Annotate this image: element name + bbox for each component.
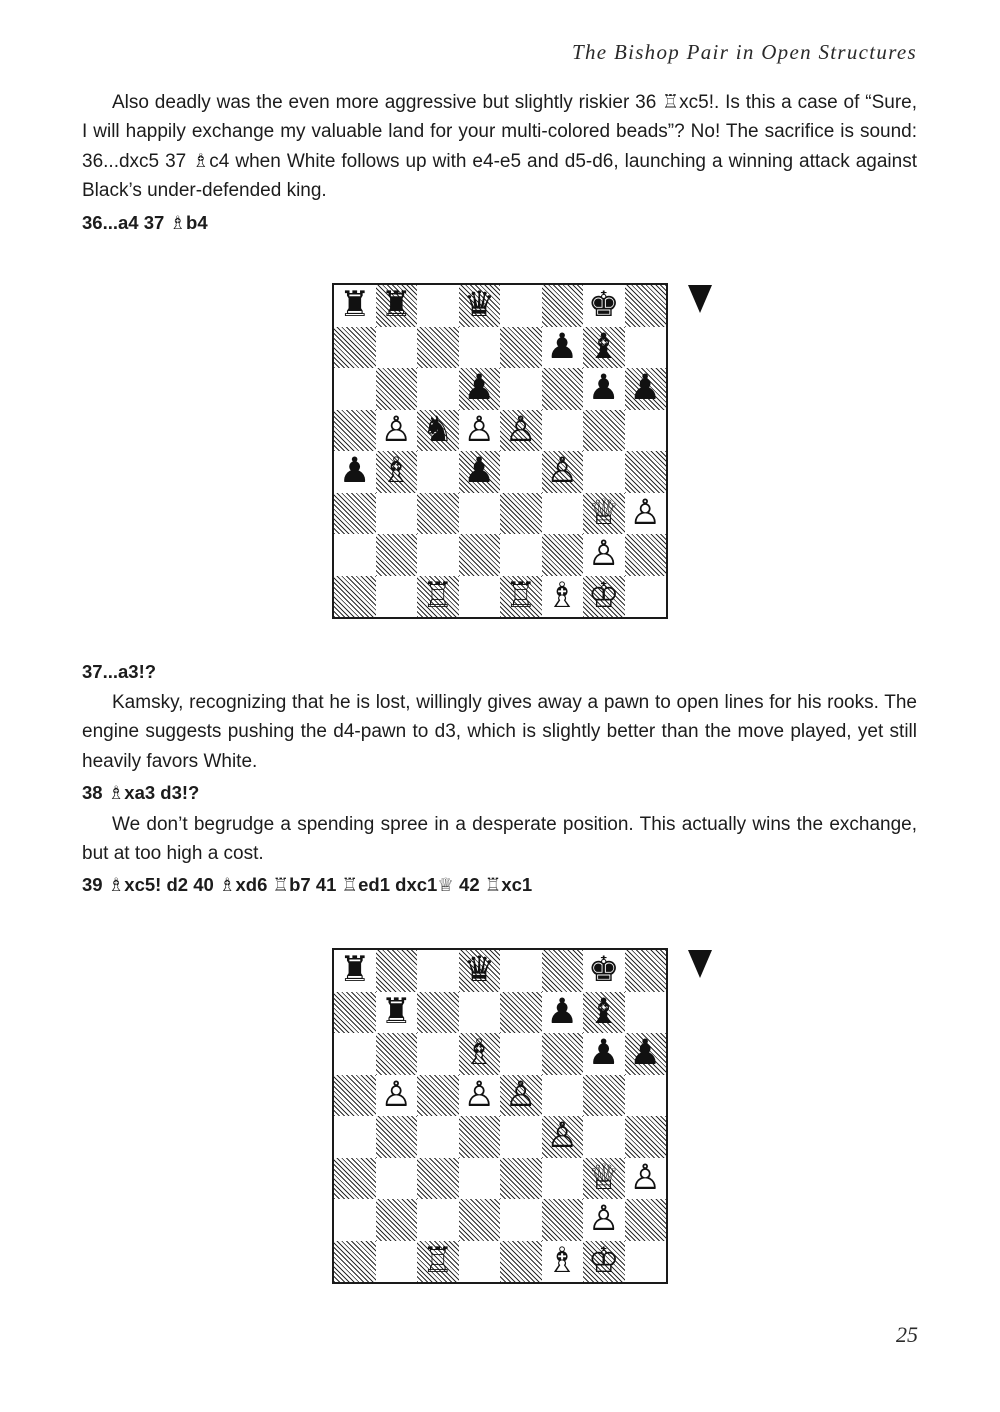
board-square-b6: [376, 368, 418, 410]
move-line-2: 37...a3!?: [82, 661, 157, 682]
board-square-a6: [334, 368, 376, 410]
black-pawn-icon: ♟: [546, 326, 578, 367]
board-square-e1: [500, 1241, 542, 1283]
board-square-g3: [583, 493, 625, 535]
white-pawn-icon: ♙: [546, 1116, 578, 1156]
board-square-h5: [625, 410, 667, 452]
board-square-h6: [625, 1033, 667, 1075]
board-square-a5: [334, 410, 376, 452]
white-rook-icon: ♖: [422, 575, 454, 616]
board-square-f8: [542, 285, 584, 327]
white-pawn-icon: ♙: [505, 1074, 537, 1115]
board-square-f1: [542, 1241, 584, 1283]
white-pawn-icon: ♙: [629, 492, 661, 533]
board-square-e8: [500, 285, 542, 327]
board-square-f4: [542, 1116, 584, 1158]
board-square-g6: [583, 1033, 625, 1075]
board-square-d5: [459, 1075, 501, 1117]
board-square-g6: [583, 368, 625, 410]
black-king-icon: ♚: [588, 950, 620, 990]
black-bishop-icon: ♝: [588, 326, 620, 367]
black-knight-icon: ♞: [422, 409, 454, 450]
board-square-b7: [376, 992, 418, 1034]
board-square-e1: [500, 576, 542, 618]
black-rook-icon: ♜: [339, 950, 371, 990]
board-square-c6: [417, 368, 459, 410]
board-square-a4: [334, 451, 376, 493]
white-pawn-icon: ♙: [380, 409, 412, 450]
board-square-g5: [583, 1075, 625, 1117]
white-bishop-icon: ♗: [546, 1240, 578, 1281]
black-pawn-icon: ♟: [588, 1033, 620, 1073]
board-square-d2: [459, 534, 501, 576]
board-square-c6: [417, 1033, 459, 1075]
white-pawn-icon: ♙: [463, 409, 495, 450]
board-square-g7: [583, 327, 625, 369]
board-square-c7: [417, 992, 459, 1034]
board-square-g4: [583, 1116, 625, 1158]
board-square-h5: [625, 1075, 667, 1117]
black-to-move-arrow-icon: [688, 285, 712, 313]
board-square-h2: [625, 1199, 667, 1241]
black-pawn-icon: ♟: [463, 368, 495, 408]
board-square-a8: [334, 950, 376, 992]
board-square-g3: [583, 1158, 625, 1200]
board-square-c8: [417, 285, 459, 327]
board-square-d5: [459, 410, 501, 452]
board-square-c1: [417, 1241, 459, 1283]
board-square-c7: [417, 327, 459, 369]
board-square-f6: [542, 1033, 584, 1075]
board-square-d2: [459, 1199, 501, 1241]
board-square-f2: [542, 1199, 584, 1241]
board-square-a7: [334, 327, 376, 369]
black-pawn-icon: ♟: [629, 368, 661, 408]
board-square-d7: [459, 992, 501, 1034]
black-to-move-arrow-icon: [688, 950, 712, 978]
white-pawn-icon: ♙: [505, 409, 537, 450]
board-square-f5: [542, 410, 584, 452]
board-square-c4: [417, 451, 459, 493]
board-square-g2: [583, 1199, 625, 1241]
board-square-c5: [417, 410, 459, 452]
board-square-e6: [500, 1033, 542, 1075]
board-square-d3: [459, 1158, 501, 1200]
board-square-b2: [376, 534, 418, 576]
board-square-f2: [542, 534, 584, 576]
board-square-e8: [500, 950, 542, 992]
black-queen-icon: ♛: [463, 285, 495, 325]
board-square-f7: [542, 327, 584, 369]
board-square-d6: [459, 368, 501, 410]
board-square-f6: [542, 368, 584, 410]
board-square-h7: [625, 327, 667, 369]
white-pawn-icon: ♙: [588, 534, 620, 574]
board-square-e5: [500, 410, 542, 452]
board-square-e6: [500, 368, 542, 410]
board-square-a8: [334, 285, 376, 327]
white-pawn-icon: ♙: [463, 1074, 495, 1115]
white-bishop-icon: ♗: [463, 1033, 495, 1073]
board-square-h3: [625, 1158, 667, 1200]
board-square-e2: [500, 1199, 542, 1241]
board-square-c4: [417, 1116, 459, 1158]
board-square-b8: [376, 285, 418, 327]
board-square-e7: [500, 992, 542, 1034]
board-square-f3: [542, 493, 584, 535]
board-square-b3: [376, 1158, 418, 1200]
black-rook-icon: ♜: [339, 285, 371, 325]
white-queen-icon: ♕: [588, 492, 620, 533]
paragraph-2: Kamsky, recognizing that he is lost, willingly gives away a pawn to open lines for his rooks. The engine suggests pushing the d4-pawn to d3, which is slightly better than the move played, yet still heavily favors White.: [82, 692, 917, 772]
board-square-h7: [625, 992, 667, 1034]
board-square-a3: [334, 1158, 376, 1200]
board-square-f7: [542, 992, 584, 1034]
text-section-1: [82, 88, 917, 237]
board-square-d1: [459, 576, 501, 618]
board-square-a7: [334, 992, 376, 1034]
white-pawn-icon: ♙: [546, 451, 578, 491]
board-square-e7: [500, 327, 542, 369]
board-square-d6: [459, 1033, 501, 1075]
board-square-c2: [417, 1199, 459, 1241]
board-square-d4: [459, 1116, 501, 1158]
board-square-g8: [583, 950, 625, 992]
board-square-h4: [625, 1116, 667, 1158]
board-square-e4: [500, 451, 542, 493]
board-square-c3: [417, 493, 459, 535]
white-pawn-icon: ♙: [380, 1074, 412, 1115]
paragraph-3: We don’t begrudge a spending spree in a desperate position. This actually wins the exchange, but at too high a cost.: [82, 813, 917, 865]
board-square-h3: [625, 493, 667, 535]
white-pawn-icon: ♙: [629, 1157, 661, 1198]
board-square-h1: [625, 1241, 667, 1283]
board-square-b7: [376, 327, 418, 369]
board-square-d4: [459, 451, 501, 493]
board-square-b2: [376, 1199, 418, 1241]
black-rook-icon: ♜: [380, 991, 412, 1032]
board-square-h1: [625, 576, 667, 618]
black-pawn-icon: ♟: [629, 1033, 661, 1073]
white-queen-icon: ♕: [588, 1157, 620, 1198]
board-square-b5: [376, 1075, 418, 1117]
board-square-g1: [583, 1241, 625, 1283]
board-square-f8: [542, 950, 584, 992]
board-square-a5: [334, 1075, 376, 1117]
board-square-a2: [334, 1199, 376, 1241]
board-square-h8: [625, 950, 667, 992]
board-square-h2: [625, 534, 667, 576]
paragraph-1: Also deadly was the even more aggressive but slightly riskier 36 ♖xc5!. Is this a case of “Sure, I will happily exchange my valuable land for your multi-colored beads”? No! The sacrifice is sound: 36...dxc5 37 ♗c4 when White follows up with e4-e5 and d5-d6, launching a winning attack against Black’s under-defended king.: [82, 92, 917, 201]
board-square-b5: [376, 410, 418, 452]
board-square-e4: [500, 1116, 542, 1158]
white-rook-icon: ♖: [505, 575, 537, 616]
board-square-d3: [459, 493, 501, 535]
board-square-g8: [583, 285, 625, 327]
board-square-c3: [417, 1158, 459, 1200]
board-square-h6: [625, 368, 667, 410]
move-line-1: 36...a4 37 ♗b4: [82, 212, 208, 234]
black-pawn-icon: ♟: [463, 451, 495, 491]
white-bishop-icon: ♗: [380, 451, 412, 491]
board-square-a3: [334, 493, 376, 535]
board-square-a4: [334, 1116, 376, 1158]
board-square-e5: [500, 1075, 542, 1117]
board-square-f3: [542, 1158, 584, 1200]
board-square-b1: [376, 1241, 418, 1283]
board-square-g5: [583, 410, 625, 452]
board-square-e3: [500, 493, 542, 535]
black-rook-icon: ♜: [380, 285, 412, 325]
board-square-b8: [376, 950, 418, 992]
board-square-g4: [583, 451, 625, 493]
black-pawn-icon: ♟: [588, 368, 620, 408]
board-square-a2: [334, 534, 376, 576]
black-pawn-icon: ♟: [339, 451, 371, 491]
board-square-f1: [542, 576, 584, 618]
board-square-c1: [417, 576, 459, 618]
board-square-b1: [376, 576, 418, 618]
board-square-g2: [583, 534, 625, 576]
running-header: The Bishop Pair in Open Structures: [572, 40, 917, 64]
board-square-d1: [459, 1241, 501, 1283]
board-square-a1: [334, 576, 376, 618]
chess-diagram-1: [332, 283, 668, 619]
board-square-d7: [459, 327, 501, 369]
board-square-b6: [376, 1033, 418, 1075]
move-line-3: 38 ♗xa3 d3!?: [82, 781, 200, 803]
page-number: 25: [896, 1322, 918, 1347]
board-square-f4: [542, 451, 584, 493]
board-square-g1: [583, 576, 625, 618]
black-queen-icon: ♛: [463, 950, 495, 990]
board-square-g7: [583, 992, 625, 1034]
board-square-f5: [542, 1075, 584, 1117]
board-square-d8: [459, 950, 501, 992]
board-square-b3: [376, 493, 418, 535]
white-bishop-icon: ♗: [546, 575, 578, 616]
board-square-a1: [334, 1241, 376, 1283]
board-square-b4: [376, 1116, 418, 1158]
white-rook-icon: ♖: [422, 1240, 454, 1281]
white-pawn-icon: ♙: [588, 1199, 620, 1239]
board-square-c8: [417, 950, 459, 992]
move-line-4: 39 ♗xc5! d2 40 ♗xd6 ♖b7 41 ♖ed1 dxc1♕ 42 ♖xc1: [82, 874, 533, 896]
board-square-d8: [459, 285, 501, 327]
white-king-icon: ♔: [588, 1240, 620, 1281]
board-square-h4: [625, 451, 667, 493]
white-king-icon: ♔: [588, 575, 620, 616]
chess-diagram-2: [332, 948, 668, 1284]
text-section-2: [82, 657, 917, 899]
board-square-b4: [376, 451, 418, 493]
black-king-icon: ♚: [588, 285, 620, 325]
board-square-c2: [417, 534, 459, 576]
black-bishop-icon: ♝: [588, 991, 620, 1032]
board-square-h8: [625, 285, 667, 327]
board-square-e2: [500, 534, 542, 576]
board-square-e3: [500, 1158, 542, 1200]
black-pawn-icon: ♟: [546, 991, 578, 1032]
board-square-c5: [417, 1075, 459, 1117]
board-square-a6: [334, 1033, 376, 1075]
